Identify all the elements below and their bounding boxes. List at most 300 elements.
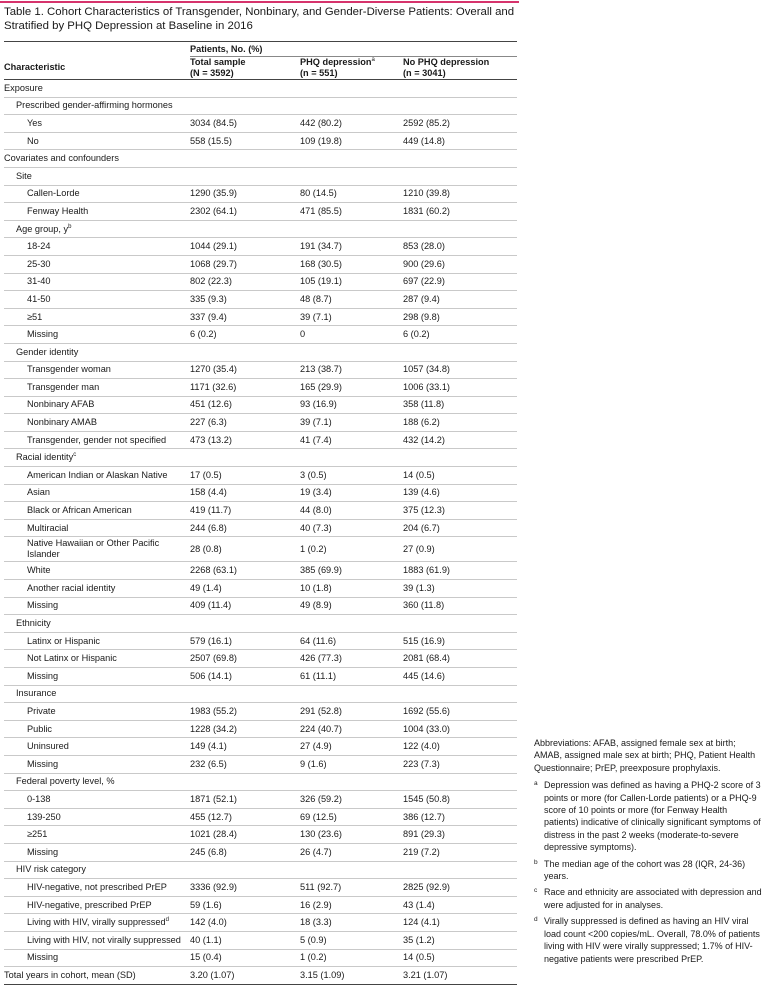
footnote-marker: c	[73, 452, 77, 459]
characteristic-label: Asian	[27, 487, 50, 498]
phq-value-cell	[300, 615, 403, 633]
total-value-cell: 232 (6.5)	[190, 758, 227, 769]
footnote-a	[534, 779, 762, 853]
total-value-cell: 149 (4.1)	[190, 741, 227, 752]
nophq-value-cell: 2825 (92.9)	[403, 881, 450, 892]
total-value-cell: 506 (14.1)	[190, 670, 232, 681]
characteristic-label: Federal poverty level, %	[16, 776, 115, 787]
table-row	[4, 185, 517, 203]
phq-value-cell: 39 (7.1)	[300, 417, 332, 428]
footnote-mark: c	[534, 887, 538, 895]
footnote-d	[534, 915, 762, 965]
nophq-value-cell: 2592 (85.2)	[403, 117, 450, 128]
characteristic-label: Fenway Health	[27, 205, 89, 216]
abbreviations-note: Abbreviations: AFAB, assigned female sex at birth; AMAB, assigned male sex at birth; PHQ, Patient Health Questionnaire; PrEP, preexposure prophylaxis.	[534, 738, 756, 773]
total-value-cell: 802 (22.3)	[190, 276, 232, 287]
phq-value-cell: 3.15 (1.09)	[300, 969, 345, 980]
section-heading-row	[4, 150, 517, 168]
total-value-cell: 59 (1.6)	[190, 899, 222, 910]
characteristic-label: Exposure	[4, 82, 43, 93]
phq-value-cell	[300, 167, 403, 185]
title-rule	[0, 1, 519, 3]
table-row	[4, 931, 517, 949]
total-value-cell: 1044 (29.1)	[190, 241, 237, 252]
footnote-mark: b	[534, 858, 538, 866]
subsection-heading-row	[4, 449, 517, 467]
characteristic-cell	[4, 396, 190, 414]
nophq-value-cell: 360 (11.8)	[403, 600, 445, 611]
phq-value-cell: 61 (11.1)	[300, 670, 337, 681]
total-value-cell: 227 (6.3)	[190, 417, 227, 428]
phq-value-cell: 80 (14.5)	[300, 188, 337, 199]
total-value-cell	[190, 685, 300, 703]
total-value-cell: 1228 (34.2)	[190, 723, 237, 734]
characteristic-label: Latinx or Hispanic	[27, 635, 101, 646]
characteristic-label: ≥251	[27, 829, 48, 840]
total-value-cell: 451 (12.6)	[190, 399, 232, 410]
table-row	[4, 668, 517, 686]
phq-value-cell: 5 (0.9)	[300, 934, 327, 945]
total-value-cell: 473 (13.2)	[190, 434, 232, 445]
total-value-cell: 1068 (29.7)	[190, 258, 237, 269]
nophq-value-cell: 697 (22.9)	[403, 276, 445, 287]
nophq-value-cell: 39 (1.3)	[403, 582, 435, 593]
nophq-value-cell: 900 (29.6)	[403, 258, 445, 269]
total-value-cell	[190, 167, 300, 185]
phq-value-cell	[300, 773, 403, 791]
characteristic-label: Covariates and confounders	[4, 153, 119, 164]
characteristic-cell	[4, 167, 190, 185]
total-value-cell	[190, 80, 300, 98]
nophq-value-cell: 6 (0.2)	[403, 329, 430, 340]
nophq-value-cell: 1210 (39.8)	[403, 188, 450, 199]
characteristic-cell	[4, 308, 190, 326]
subsection-heading-row	[4, 773, 517, 791]
nophq-value-cell: 1883 (61.9)	[403, 565, 450, 576]
nophq-value-cell: 3.21 (1.07)	[403, 969, 448, 980]
phq-value-cell: 0	[300, 329, 306, 340]
characteristic-label: 0-138	[27, 793, 51, 804]
total-value-cell: 40 (1.1)	[190, 934, 222, 945]
subsection-heading-row	[4, 167, 517, 185]
characteristic-label: Nonbinary AMAB	[27, 417, 97, 428]
nophq-value-cell: 219 (7.2)	[403, 846, 440, 857]
cohort-table	[4, 41, 517, 985]
phq-value-cell: 27 (4.9)	[300, 741, 332, 752]
nophq-value-cell	[403, 773, 517, 791]
total-value-cell	[190, 861, 300, 879]
characteristic-label: Transgender, gender not specified	[27, 434, 167, 445]
nophq-value-cell	[403, 861, 517, 879]
characteristic-cell	[4, 220, 190, 238]
characteristic-label: Missing	[27, 600, 59, 611]
characteristic-cell	[4, 896, 190, 914]
characteristic-label: Multiracial	[27, 522, 69, 533]
nophq-value-cell: 1004 (33.0)	[403, 723, 450, 734]
characteristic-cell	[4, 203, 190, 221]
characteristic-label: Racial identity	[16, 452, 74, 463]
total-value-cell: 337 (9.4)	[190, 311, 227, 322]
nophq-value-cell: 1545 (50.8)	[403, 793, 450, 804]
phq-depression-header: PHQ depression$^a$ (n = 551)	[300, 56, 375, 78]
phq-value-cell: 291 (52.8)	[300, 705, 342, 716]
characteristic-cell	[4, 967, 190, 985]
total-value-cell: 15 (0.4)	[190, 952, 222, 963]
nophq-value-cell	[403, 220, 517, 238]
characteristic-cell	[4, 431, 190, 449]
phq-value-cell: 48 (8.7)	[300, 293, 332, 304]
table-row	[4, 467, 517, 485]
nophq-value-cell: 1006 (33.1)	[403, 381, 450, 392]
characteristic-cell	[4, 931, 190, 949]
phq-value-cell: 93 (16.9)	[300, 399, 337, 410]
characteristic-label: Black or African American	[27, 505, 132, 516]
characteristic-cell	[4, 668, 190, 686]
total-value-cell	[190, 220, 300, 238]
footnote-marker: b	[68, 223, 72, 230]
phq-value-cell	[300, 97, 403, 115]
characteristic-cell	[4, 773, 190, 791]
total-value-cell: 3034 (84.5)	[190, 117, 237, 128]
characteristic-cell	[4, 467, 190, 485]
subsection-heading-row	[4, 685, 517, 703]
characteristic-cell	[4, 949, 190, 967]
characteristic-cell	[4, 580, 190, 598]
table-row	[4, 791, 517, 809]
characteristic-cell	[4, 361, 190, 379]
nophq-value-cell: 853 (28.0)	[403, 241, 445, 252]
characteristic-cell	[4, 343, 190, 361]
table-row	[4, 115, 517, 133]
total-value-cell: 558 (15.5)	[190, 135, 232, 146]
characteristic-cell	[4, 562, 190, 580]
characteristic-cell	[4, 755, 190, 773]
phq-value-cell: 426 (77.3)	[300, 653, 342, 664]
total-value-cell	[190, 343, 300, 361]
characteristic-label: Gender identity	[16, 346, 79, 357]
section-heading-row	[4, 80, 517, 98]
table-row	[4, 562, 517, 580]
total-value-cell: 579 (16.1)	[190, 635, 232, 646]
nophq-value-cell: 14 (0.5)	[403, 952, 435, 963]
total-value-cell: 1171 (32.6)	[190, 381, 237, 392]
table-row	[4, 484, 517, 502]
phq-value-cell: 18 (3.3)	[300, 917, 332, 928]
footnote-text: Virally suppressed is defined as having an HIV viral load count <200 copies/mL. Overall, 78.0% of patients living with HIV were virally suppressed; 1.7% of HIV-negative patients were prescribed PrEP.	[544, 916, 760, 964]
characteristic-label: No	[27, 135, 39, 146]
total-value-cell: 1290 (35.9)	[190, 188, 237, 199]
characteristic-label: Missing	[27, 329, 59, 340]
total-sample-header: Total sample (N = 3592)	[190, 57, 246, 78]
nophq-value-cell	[403, 150, 517, 168]
phq-value-cell	[300, 861, 403, 879]
characteristic-label: Insurance	[16, 688, 57, 699]
table-row	[4, 755, 517, 773]
characteristic-cell	[4, 97, 190, 115]
total-value-cell: 2507 (69.8)	[190, 653, 237, 664]
phq-value-cell: 49 (8.9)	[300, 600, 332, 611]
phq-value-cell: 511 (92.7)	[300, 881, 342, 892]
nophq-value-cell: 223 (7.3)	[403, 758, 440, 769]
table-row	[4, 914, 517, 932]
nophq-value-cell: 287 (9.4)	[403, 293, 440, 304]
total-value-cell: 244 (6.8)	[190, 522, 227, 533]
header-group-row	[4, 42, 517, 57]
nophq-value-cell: 188 (6.2)	[403, 417, 440, 428]
table-row	[4, 238, 517, 256]
phq-value-cell	[300, 220, 403, 238]
nophq-value-cell: 298 (9.8)	[403, 311, 440, 322]
nophq-value-cell	[403, 615, 517, 633]
phq-value-cell: 191 (34.7)	[300, 241, 342, 252]
characteristic-cell	[4, 484, 190, 502]
characteristic-label: Living with HIV, not virally suppressed	[27, 934, 181, 945]
nophq-value-cell: 139 (4.6)	[403, 487, 440, 498]
subsection-heading-row	[4, 861, 517, 879]
subsection-heading-row	[4, 97, 517, 115]
phq-value-cell: 1 (0.2)	[300, 543, 327, 554]
phq-value-cell: 165 (29.9)	[300, 381, 342, 392]
table-row	[4, 326, 517, 344]
nophq-value-cell	[403, 80, 517, 98]
nophq-value-cell	[403, 343, 517, 361]
nophq-value-cell: 204 (6.7)	[403, 522, 440, 533]
footnote-text: Race and ethnicity are associated with depression and were adjusted for in analyses.	[544, 887, 762, 910]
characteristic-cell	[4, 808, 190, 826]
phq-value-cell: 19 (3.4)	[300, 487, 332, 498]
table-row	[4, 826, 517, 844]
table-row	[4, 879, 517, 897]
no-phq-depression-header: No PHQ depression (n = 3041)	[403, 57, 490, 78]
characteristic-label: Another racial identity	[27, 582, 116, 593]
nophq-value-cell: 124 (4.1)	[403, 917, 440, 928]
characteristic-label: Callen-Lorde	[27, 188, 80, 199]
characteristic-label: Prescribed gender-affirming hormones	[16, 100, 173, 111]
nophq-value-cell	[403, 449, 517, 467]
phq-value-cell: 105 (19.1)	[300, 276, 342, 287]
total-value-cell: 49 (1.4)	[190, 582, 222, 593]
characteristic-label: Missing	[27, 952, 59, 963]
table-row	[4, 632, 517, 650]
phq-value-cell: 41 (7.4)	[300, 434, 332, 445]
total-value-cell: 17 (0.5)	[190, 469, 222, 480]
characteristic-label: Native Hawaiian or Other Pacific Islander	[27, 538, 160, 560]
table-row	[4, 291, 517, 309]
characteristic-cell	[4, 150, 190, 168]
characteristic-cell	[4, 537, 190, 562]
table-row	[4, 132, 517, 150]
characteristic-label: Missing	[27, 670, 59, 681]
table-row	[4, 597, 517, 615]
nophq-value-cell: 891 (29.3)	[403, 829, 445, 840]
table-row	[4, 808, 517, 826]
characteristic-label: Not Latinx or Hispanic	[27, 653, 117, 664]
table-row	[4, 273, 517, 291]
table-row	[4, 361, 517, 379]
phq-value-cell	[300, 150, 403, 168]
table-row	[4, 396, 517, 414]
phq-value-cell: 109 (19.8)	[300, 135, 342, 146]
table-row	[4, 949, 517, 967]
characteristic-label: 18-24	[27, 241, 51, 252]
characteristic-cell	[4, 132, 190, 150]
header-columns-row	[4, 57, 517, 80]
nophq-value-cell: 14 (0.5)	[403, 469, 435, 480]
characteristic-label: Private	[27, 705, 56, 716]
characteristic-header: Characteristic	[4, 62, 66, 73]
table-row	[4, 650, 517, 668]
table-row	[4, 537, 517, 562]
characteristic-cell	[4, 615, 190, 633]
table-row	[4, 308, 517, 326]
table-row	[4, 379, 517, 397]
footnote-text: The median age of the cohort was 28 (IQR, 24-36) years.	[544, 858, 746, 882]
nophq-value-cell: 358 (11.8)	[403, 399, 445, 410]
phq-value-cell: 168 (30.5)	[300, 258, 342, 269]
subsection-heading-row	[4, 220, 517, 238]
patients-group-header: Patients, No. (%)	[190, 42, 517, 57]
characteristic-cell	[4, 738, 190, 756]
phq-value-cell	[300, 449, 403, 467]
footnote-mark: d	[534, 916, 538, 924]
nophq-value-cell: 386 (12.7)	[403, 811, 445, 822]
characteristic-cell	[4, 703, 190, 721]
total-value-cell: 1983 (55.2)	[190, 705, 237, 716]
phq-value-cell: 1 (0.2)	[300, 952, 327, 963]
table-row	[4, 738, 517, 756]
characteristic-cell	[4, 414, 190, 432]
table-row	[4, 414, 517, 432]
characteristic-cell	[4, 791, 190, 809]
characteristic-cell	[4, 632, 190, 650]
phq-value-cell: 26 (4.7)	[300, 846, 332, 857]
phq-value-cell: 471 (85.5)	[300, 205, 342, 216]
total-value-cell: 3336 (92.9)	[190, 881, 237, 892]
characteristic-label: Public	[27, 723, 53, 734]
characteristic-cell	[4, 255, 190, 273]
phq-value-cell: 44 (8.0)	[300, 505, 332, 516]
total-value-cell: 335 (9.3)	[190, 293, 227, 304]
total-value-cell: 142 (4.0)	[190, 917, 227, 928]
phq-value-cell: 130 (23.6)	[300, 829, 342, 840]
characteristic-cell	[4, 914, 190, 932]
characteristic-cell	[4, 879, 190, 897]
characteristic-label: HIV risk category	[16, 864, 86, 875]
nophq-value-cell	[403, 685, 517, 703]
nophq-value-cell	[403, 97, 517, 115]
nophq-value-cell: 35 (1.2)	[403, 934, 435, 945]
table-row	[4, 519, 517, 537]
nophq-value-cell	[403, 167, 517, 185]
table-row	[4, 502, 517, 520]
table-row	[4, 703, 517, 721]
characteristic-cell	[4, 115, 190, 133]
characteristic-cell	[4, 861, 190, 879]
table-row	[4, 255, 517, 273]
phq-value-cell: 213 (38.7)	[300, 364, 342, 375]
characteristic-cell	[4, 185, 190, 203]
phq-value-cell: 3 (0.5)	[300, 469, 327, 480]
subsection-heading-row	[4, 615, 517, 633]
footnote-c	[534, 886, 762, 911]
nophq-value-cell: 1057 (34.8)	[403, 364, 450, 375]
phq-value-cell: 40 (7.3)	[300, 522, 332, 533]
total-value-cell	[190, 773, 300, 791]
nophq-value-cell: 1692 (55.6)	[403, 705, 450, 716]
characteristic-cell	[4, 80, 190, 98]
characteristic-label: Transgender woman	[27, 364, 111, 375]
total-value-cell: 1270 (35.4)	[190, 364, 237, 375]
characteristic-label: Age group, y	[16, 223, 69, 234]
characteristic-label: 139-250	[27, 811, 61, 822]
characteristic-cell	[4, 826, 190, 844]
subsection-heading-row	[4, 343, 517, 361]
total-value-cell: 3.20 (1.07)	[190, 969, 235, 980]
total-value-cell: 2268 (63.1)	[190, 565, 237, 576]
characteristic-label: Missing	[27, 846, 59, 857]
nophq-value-cell: 1831 (60.2)	[403, 205, 450, 216]
characteristic-cell	[4, 843, 190, 861]
table-title: Table 1. Cohort Characteristics of Transgender, Nonbinary, and Gender-Diverse Patients: Overall and Stratified by PHQ Depression at Baseline in 2016	[4, 6, 515, 32]
characteristic-label: Uninsured	[27, 741, 69, 752]
nophq-value-cell: 375 (12.3)	[403, 505, 445, 516]
footnote-marker: d	[165, 917, 169, 924]
characteristic-label: Site	[16, 170, 32, 181]
nophq-value-cell: 27 (0.9)	[403, 543, 435, 554]
characteristic-label: 31-40	[27, 276, 51, 287]
characteristic-label: Missing	[27, 758, 59, 769]
characteristic-cell	[4, 379, 190, 397]
characteristic-label: Total years in cohort, mean (SD)	[4, 969, 136, 980]
phq-value-cell: 16 (2.9)	[300, 899, 332, 910]
footnote-mark: a	[534, 780, 538, 788]
nophq-value-cell: 2081 (68.4)	[403, 653, 450, 664]
phq-value-cell: 39 (7.1)	[300, 311, 332, 322]
total-value-cell: 1871 (52.1)	[190, 793, 237, 804]
table-row	[4, 580, 517, 598]
phq-value-cell	[300, 685, 403, 703]
nophq-value-cell: 449 (14.8)	[403, 135, 445, 146]
characteristic-label: Nonbinary AFAB	[27, 399, 95, 410]
table-row	[4, 431, 517, 449]
characteristic-label: 25-30	[27, 258, 51, 269]
characteristic-label: Transgender man	[27, 381, 100, 392]
table-row	[4, 720, 517, 738]
characteristic-label: HIV-negative, not prescribed PrEP	[27, 881, 167, 892]
nophq-value-cell: 43 (1.4)	[403, 899, 435, 910]
phq-value-cell: 9 (1.6)	[300, 758, 327, 769]
table-row	[4, 203, 517, 221]
characteristic-label: White	[27, 565, 51, 576]
phq-value-cell: 385 (69.9)	[300, 565, 342, 576]
characteristic-cell	[4, 291, 190, 309]
characteristic-cell	[4, 326, 190, 344]
characteristic-cell	[4, 597, 190, 615]
phq-value-cell: 224 (40.7)	[300, 723, 342, 734]
table-notes	[534, 737, 762, 969]
phq-value-cell: 64 (11.6)	[300, 635, 337, 646]
nophq-value-cell: 515 (16.9)	[403, 635, 445, 646]
phq-value-cell: 69 (12.5)	[300, 811, 337, 822]
characteristic-label: ≥51	[27, 311, 43, 322]
total-value-cell: 6 (0.2)	[190, 329, 217, 340]
subsection-heading-row	[4, 967, 517, 985]
total-value-cell: 419 (11.7)	[190, 505, 232, 516]
characteristic-cell	[4, 449, 190, 467]
total-value-cell	[190, 449, 300, 467]
characteristic-cell	[4, 720, 190, 738]
total-value-cell	[190, 150, 300, 168]
